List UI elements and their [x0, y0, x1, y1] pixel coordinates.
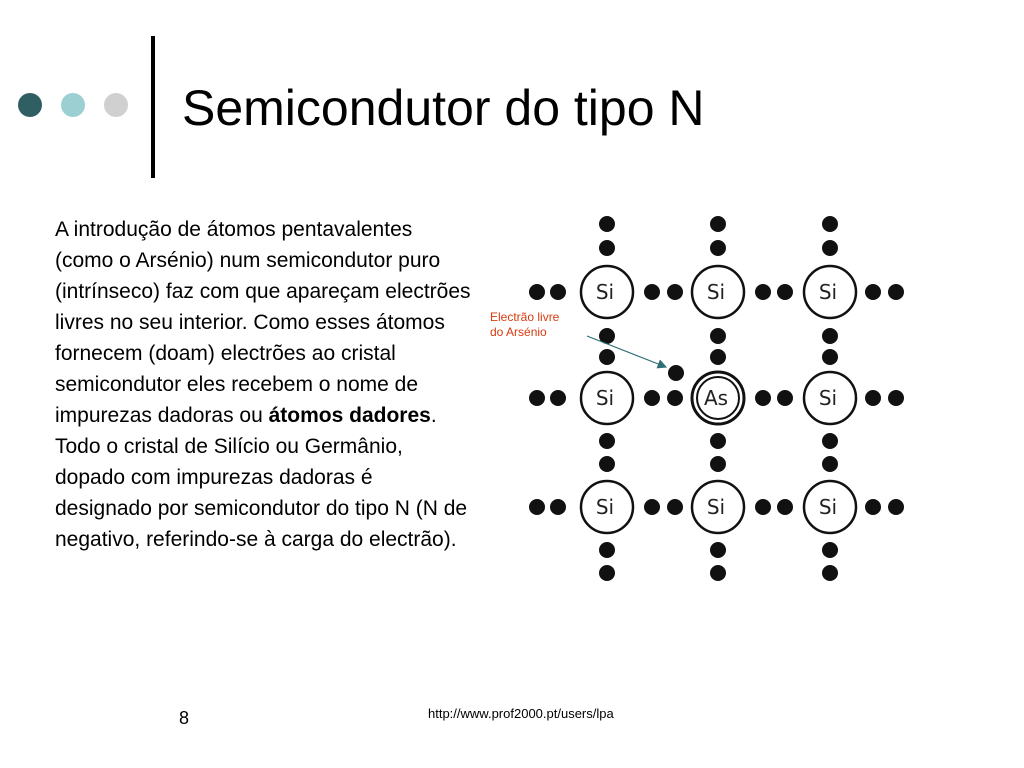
bond-electron-h-0-1-1: [667, 284, 683, 300]
body-text-part2: . Todo o cristal de Silício ou Germânio, dopado com impurezas dadoras é designado por semicondutor do tipo N (N de negativo, referindo-se à carga do electrão).: [55, 404, 468, 551]
bond-electron-v-2-2-1: [822, 456, 838, 472]
atom-label: Si: [706, 495, 726, 519]
bond-electron-v-0-0-0: [599, 216, 615, 232]
silicon-atom: [692, 266, 744, 318]
bond-electron-v-1-2-0: [710, 433, 726, 449]
bond-electron-h-2-2-0: [755, 499, 771, 515]
silicon-atom: [692, 481, 744, 533]
bond-electron-h-1-1-1: [667, 390, 683, 406]
atom-label: As: [703, 386, 729, 410]
arsenic-atom: [692, 372, 744, 424]
slide-title: Semicondutor do tipo N: [182, 80, 705, 136]
bond-electron-h-0-0-1: [550, 284, 566, 300]
decor-dot-3: [104, 93, 128, 117]
bond-electron-h-1-2-0: [755, 390, 771, 406]
bond-electron-v-1-3-1: [710, 565, 726, 581]
bond-electron-v-2-1-1: [822, 349, 838, 365]
bond-electron-v-1-3-0: [710, 542, 726, 558]
footer-url: http://www.prof2000.pt/users/lpa: [428, 706, 614, 721]
silicon-atom: [581, 481, 633, 533]
callout-arrow: [587, 336, 666, 367]
bond-electron-v-1-0-1: [710, 240, 726, 256]
bond-electron-v-1-1-0: [710, 328, 726, 344]
silicon-atom: [804, 481, 856, 533]
bond-electron-v-2-3-1: [822, 565, 838, 581]
callout-line-1: Electrão livre: [490, 310, 560, 324]
bond-electron-h-1-1-0: [644, 390, 660, 406]
bond-electron-h-2-0-0: [529, 499, 545, 515]
bond-electron-h-2-3-0: [865, 499, 881, 515]
bond-electron-h-1-2-1: [777, 390, 793, 406]
bond-electron-h-0-0-0: [529, 284, 545, 300]
bond-electron-h-2-0-1: [550, 499, 566, 515]
bond-electron-v-0-3-0: [599, 542, 615, 558]
body-text: [55, 214, 475, 555]
atom-label: Si: [706, 280, 726, 304]
bond-electron-v-2-1-0: [822, 328, 838, 344]
bond-electron-v-0-2-1: [599, 456, 615, 472]
bond-electron-v-1-1-1: [710, 349, 726, 365]
bond-electron-h-2-1-1: [667, 499, 683, 515]
bond-electron-h-1-3-1: [888, 390, 904, 406]
bond-electron-h-0-3-0: [865, 284, 881, 300]
bond-electron-v-0-1-1: [599, 349, 615, 365]
bond-electron-v-0-0-1: [599, 240, 615, 256]
bond-electron-v-2-3-0: [822, 542, 838, 558]
bond-electron-v-2-2-0: [822, 433, 838, 449]
bond-electron-h-1-0-0: [529, 390, 545, 406]
free-electron: [668, 365, 684, 381]
crystal-lattice-diagram: [515, 205, 915, 590]
bond-electron-h-0-3-1: [888, 284, 904, 300]
decor-dot-2: [61, 93, 85, 117]
atom-label: Si: [595, 495, 615, 519]
bond-electron-h-1-0-1: [550, 390, 566, 406]
body-text-bold: átomos dadores: [268, 404, 431, 427]
bond-electron-v-0-3-1: [599, 565, 615, 581]
atoms: [581, 266, 856, 533]
bond-electron-h-0-1-0: [644, 284, 660, 300]
silicon-atom: [581, 372, 633, 424]
silicon-atom: [804, 372, 856, 424]
bond-electron-h-2-3-1: [888, 499, 904, 515]
bond-electron-v-0-2-0: [599, 433, 615, 449]
atom-label: Si: [818, 280, 838, 304]
decor-dot-1: [18, 93, 42, 117]
bond-electron-h-2-2-1: [777, 499, 793, 515]
free-electron-callout: [490, 310, 600, 340]
atom-label: Si: [818, 386, 838, 410]
bond-electron-v-2-0-1: [822, 240, 838, 256]
silicon-atom: [804, 266, 856, 318]
callout-line-2: do Arsénio: [490, 325, 547, 339]
bond-electron-v-1-0-0: [710, 216, 726, 232]
bond-electron-h-2-1-0: [644, 499, 660, 515]
atom-label: Si: [818, 495, 838, 519]
page-number: 8: [179, 708, 190, 728]
bond-electron-h-0-2-0: [755, 284, 771, 300]
bond-electron-v-2-0-0: [822, 216, 838, 232]
atom-label: Si: [595, 386, 615, 410]
bond-electron-h-1-3-0: [865, 390, 881, 406]
bond-electron-v-1-2-1: [710, 456, 726, 472]
title-divider: [151, 36, 155, 178]
atom-label: Si: [595, 280, 615, 304]
body-text-part1: A introdução de átomos pentavalentes (como o Arsénio) num semicondutor puro (intrínseco) faz com que apareçam electrões livres no seu interior. Como esses átomos fornecem (doam) electrões ao cristal semicondutor eles recebem o nome de impurezas dadoras ou: [55, 218, 471, 427]
bond-electron-h-0-2-1: [777, 284, 793, 300]
